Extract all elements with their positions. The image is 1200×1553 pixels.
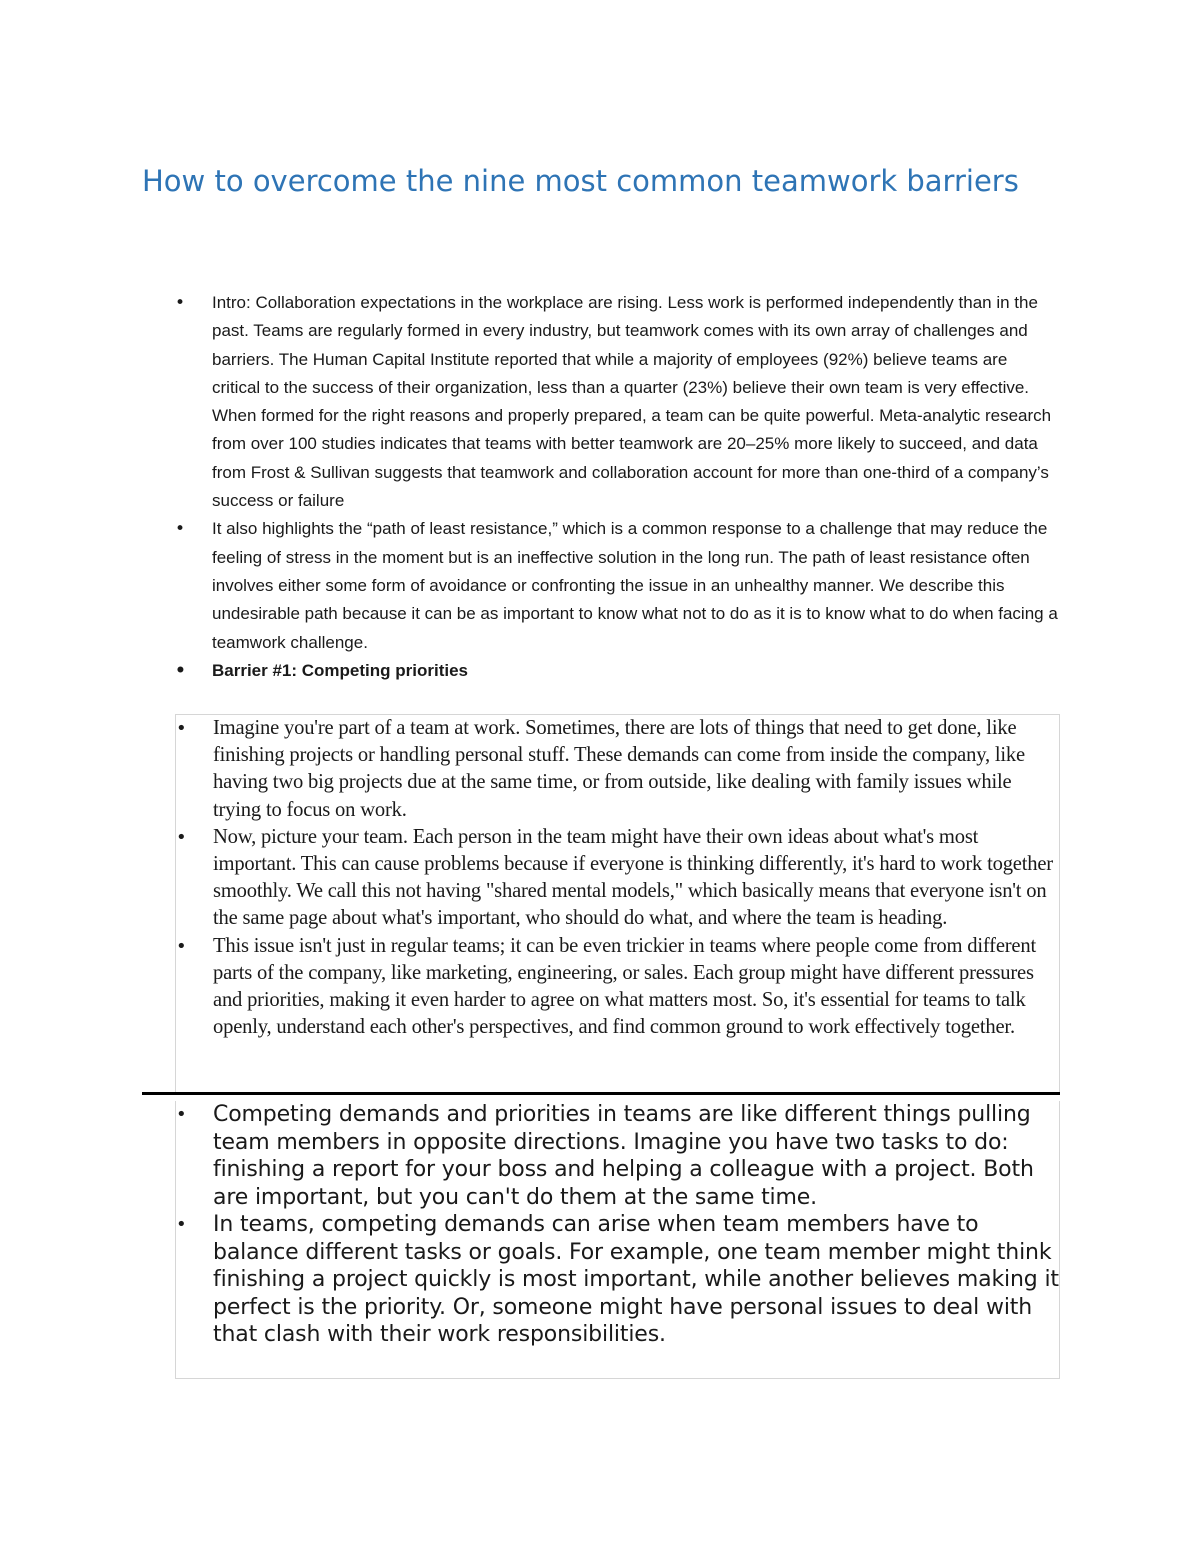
horizontal-rule: [142, 1092, 1060, 1095]
list-item-text: This issue isn't just in regular teams; it can be even trickier in teams where people come from different parts of the company, like marketing, engineering, or sales. Each group might have different pressures and priorities, making it even harder to agree on what matters most. So, it's essential for teams to talk openly, understand each other's perspectives, and find common ground to work effectively together.: [213, 934, 1036, 1039]
list-item: [175, 657, 1060, 685]
list-item: [175, 515, 1060, 656]
bullet-icon: •: [175, 660, 186, 681]
list-item: [176, 824, 1059, 933]
serif-bullet-block: [175, 714, 1060, 1092]
list-item: [175, 289, 1060, 515]
list-item-text: Imagine you're part of a team at work. Sometimes, there are lots of things that need to get done, like finishing projects or handling personal stuff. These demands can come from inside the company, like having two big projects due at the same time, or from outside, like dealing with family issues while trying to focus on work.: [213, 717, 1025, 821]
list-item: [176, 1101, 1059, 1211]
barrier-heading: Barrier #1: Competing priorities: [212, 660, 469, 680]
bullet-icon: •: [176, 718, 187, 739]
list-item: [176, 1211, 1059, 1349]
bullet-icon: •: [176, 826, 187, 848]
bullet-icon: •: [175, 519, 186, 540]
bullet-icon: •: [176, 935, 187, 957]
intro-text: Collaboration expectations in the workplace are rising. Less work is performed independently than in the past. Teams are regularly formed in every industry, but teamwork comes with its own array of challenges and barriers. The Human Capital Institute reported that while a majority of employees (92%) believe teams are critical to the success of their organization, less than a quarter (23%) believe their own team is very effective. When formed for the right reasons and properly prepared, a team can be quite powerful. Meta-analytic research from over 100 studies indicates that teams with better teamwork are 20–25% more likely to succeed, and data from Frost & Sullivan suggests that teamwork and collaboration account for more than one-third of a company’s success or failure: [212, 293, 1052, 511]
bullet-icon: •: [176, 1104, 187, 1125]
list-item: [176, 933, 1059, 1042]
list-item-text: In teams, competing demands can arise when team members have to balance different tasks or goals. For example, one team member might think finishing a project quickly is most important, while another believes making it perfect is the priority. Or, someone might have personal issues to deal with that clash with their work responsibilities.: [213, 1212, 1059, 1347]
intro-bullet-list: [175, 289, 1060, 685]
path-of-least-resistance-text: It also highlights the “path of least resistance,” which is a common response to a challenge that may reduce the feeling of stress in the moment but is an ineffective solution in the long run. The path of least resistance often involves either some form of avoidance or confronting the issue in an unhealthy manner. We describe this undesirable path because it can be as important to know what not to do as it is to know what to do when facing a teamwork challenge.: [212, 519, 1058, 652]
intro-label: Intro:: [212, 293, 256, 312]
list-item-text: Now, picture your team. Each person in the team might have their own ideas about what's most important. This can cause problems because if everyone is thinking differently, it's hard to work together smoothly. We call this not having "shared mental models," which basically means that everyone isn't on the same page about what's important, who should do what, and where the team is heading.: [213, 825, 1053, 930]
bullet-icon: •: [175, 293, 186, 313]
list-item: [176, 715, 1059, 824]
list-item-text: Competing demands and priorities in teams are like different things pulling team members in opposite directions. Imagine you have two tasks to do: finishing a report for your boss and helping a colleague with a project. Both are important, but you can't do them at the same time.: [213, 1102, 1034, 1210]
bullet-icon: •: [176, 1214, 187, 1235]
page-title: How to overcome the nine most common teamwork barriers: [142, 164, 1019, 198]
large-bullet-block: [175, 1101, 1060, 1379]
